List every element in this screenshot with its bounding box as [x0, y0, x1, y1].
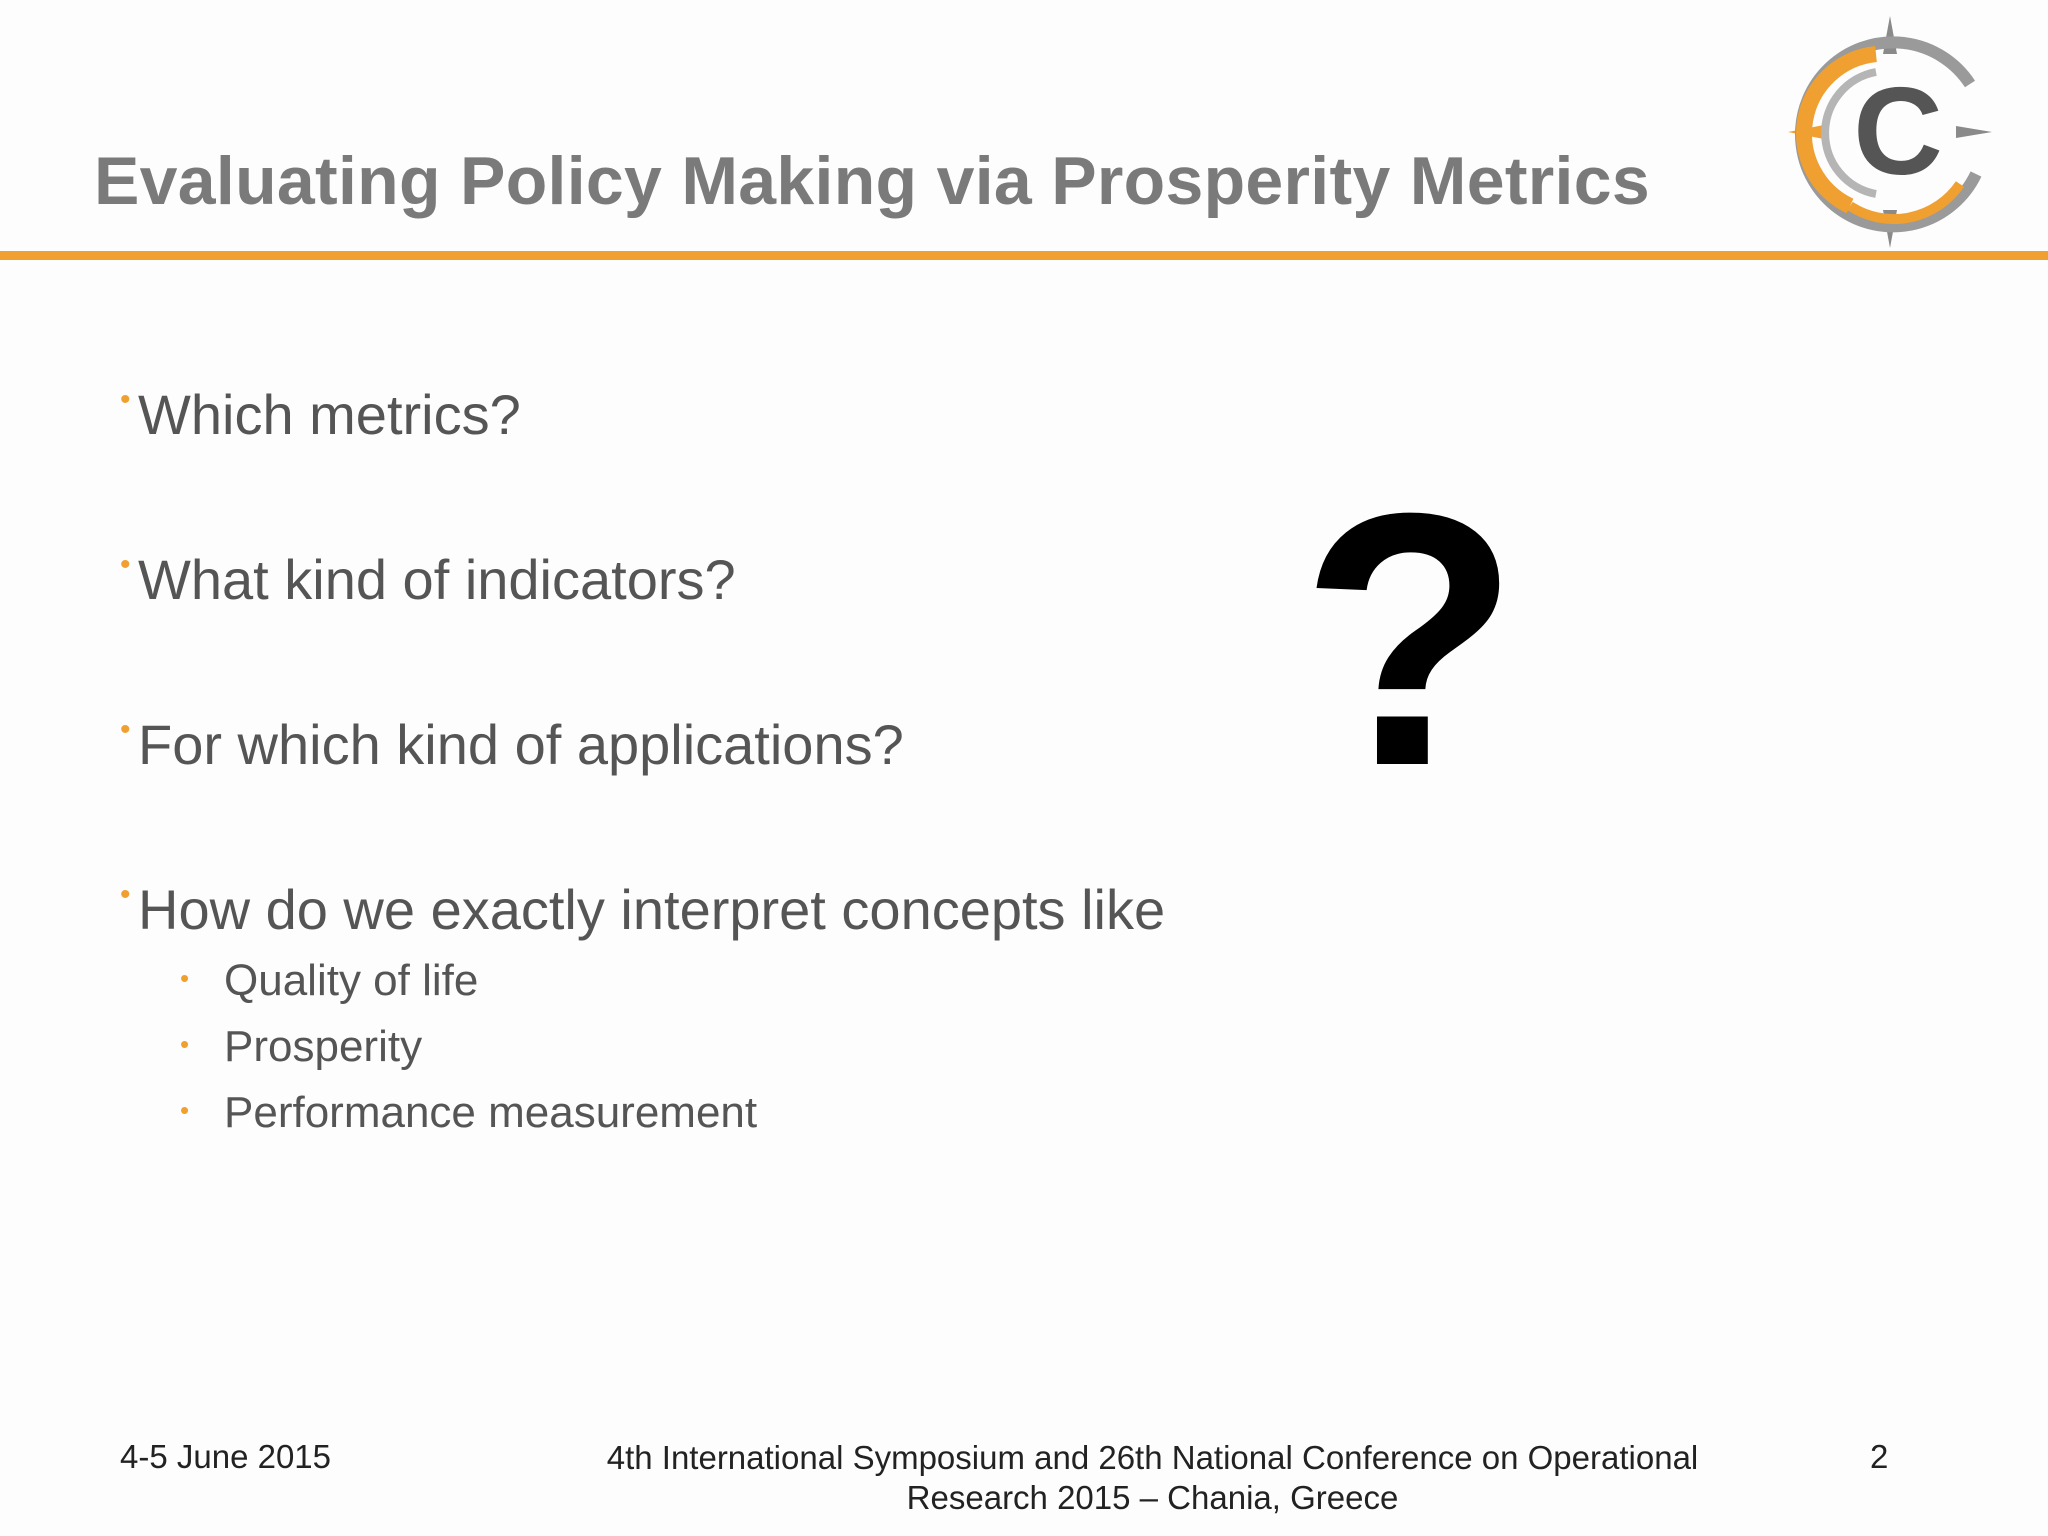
sub-bullet-dot-icon: • — [180, 1029, 190, 1059]
title-divider — [0, 251, 2048, 260]
bullet-text: What kind of indicators? — [138, 548, 736, 611]
slide-title: Evaluating Policy Making via Prosperity Metrics — [94, 143, 1650, 219]
logo-letter: C — [1853, 63, 1943, 201]
sub-bullet-text: Quality of life — [224, 956, 479, 1005]
bullet-text: Which metrics? — [138, 383, 521, 446]
sub-bullet-text: Performance measurement — [224, 1088, 758, 1137]
footer-conference-line2: Research 2015 – Chania, Greece — [906, 1479, 1399, 1516]
bullet-dot-icon: • — [120, 713, 131, 746]
bullet-text: For which kind of applications? — [138, 713, 904, 776]
bullet-dot-icon: • — [120, 383, 131, 416]
footer-conference-line1: 4th International Symposium and 26th National Conference on Operational — [606, 1439, 1699, 1476]
sub-bullet-dot-icon: • — [180, 963, 190, 993]
bullet-dot-icon: • — [120, 878, 131, 911]
sub-bullet-dot-icon: • — [180, 1095, 190, 1125]
bullet-dot-icon: • — [120, 548, 131, 581]
sub-bullet-text: Prosperity — [224, 1022, 423, 1071]
question-mark-graphic: ? — [1300, 439, 1520, 841]
bullet-text: How do we exactly interpret concepts like — [138, 878, 1166, 941]
compass-c-logo-icon — [1780, 14, 2000, 250]
footer-conference — [530, 1438, 1775, 1518]
page-number: 2 — [1870, 1438, 1889, 1475]
footer-date: 4-5 June 2015 — [120, 1438, 332, 1475]
